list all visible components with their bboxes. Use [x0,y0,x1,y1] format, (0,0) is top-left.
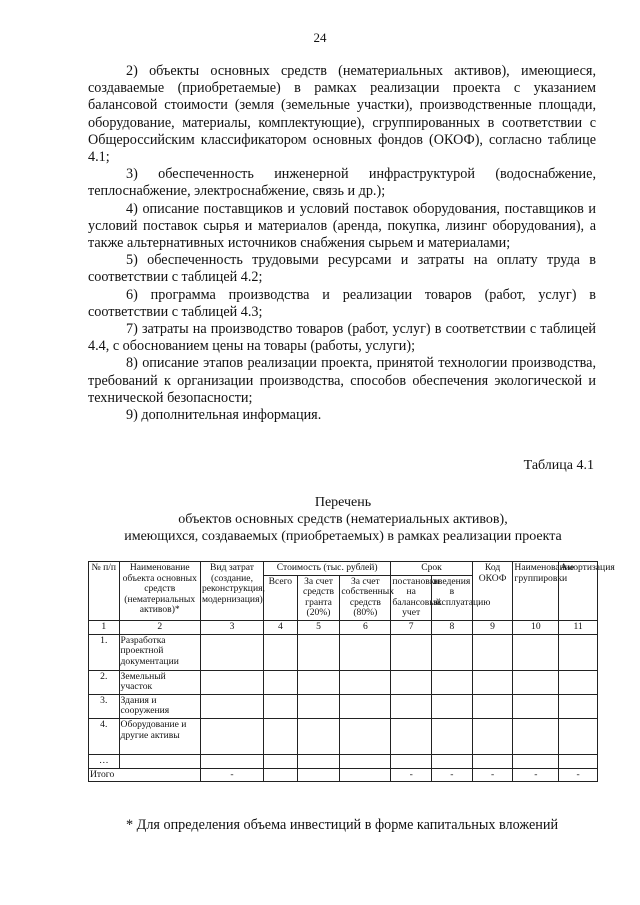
paragraph: 6) программа производства и реализации товаров (работ, услуг) в соответствии с таблицей 4.3; [88,286,596,320]
paragraph: 5) обеспеченность трудовыми ресурсами и затраты на оплату труда в соответствии с таблицей 4.2; [88,252,596,286]
total-cell: - [391,768,432,782]
col-number: 2 [119,620,200,634]
row-num: … [89,754,120,768]
col-number: 10 [513,620,559,634]
table-row [89,718,598,754]
column-number-row [89,620,598,634]
paragraph: 3) обеспеченность инженерной инфраструктурой (водоснабжение, теплоснабжение, электроснабжение, связь и др.); [88,166,596,200]
assets-table [88,561,615,782]
total-cell: - [432,768,473,782]
paragraph: 9) дополнительная информация. [126,407,322,424]
header-own: За счет собственных средств (80%) [340,575,391,620]
table-title [88,494,598,545]
paragraph: 8) описание этапов реализации проекта, принятой технологии производства, требований к организации производства, способов обеспечения экологической и технической безопасности; [88,355,596,406]
total-cell: - [513,768,559,782]
row-num: 4. [89,718,120,754]
col-number: 6 [340,620,391,634]
header-commission: введения в эксплуатацию [432,575,473,620]
table-row [89,694,598,718]
row-num: 2. [89,670,120,694]
header-name: Наименование объекта основных средств (нематериальных активов)* [119,562,200,621]
row-name: Оборудование и другие активы [119,718,200,754]
col-number: 11 [559,620,598,634]
paragraph: 4) описание поставщиков и условий поставок оборудования, поставщиков и условий поставок сырья и материалов (аренда, покупка, лизинг оборудования), а также альтернативных источников снабжения сырьем и материалами; [88,200,596,252]
header-row [89,562,598,576]
col-number: 5 [297,620,340,634]
table-row [89,754,598,768]
total-cell: - [559,768,598,782]
title-line: объектов основных средств (нематериальных активов), [178,512,508,527]
col-number: 8 [432,620,473,634]
row-num: 3. [89,694,120,718]
col-number: 7 [391,620,432,634]
col-number: 1 [89,620,120,634]
header-num: № п/п [89,562,120,621]
footnote: * Для определения объема инвестиций в форме капитальных вложений [126,817,559,833]
header-amort: Амортизация [559,562,598,621]
total-cell: - [472,768,513,782]
title-line: Перечень [314,495,372,510]
header-group: Наименование группировки [513,562,559,621]
row-name: Земельный участок [119,670,200,694]
page-number: 24 [313,30,327,45]
header-balance: постановки на балансовый учет [391,575,432,620]
header-cost-type: Вид затрат (создание, реконструкция, модернизация) [200,562,263,621]
paragraph: 2) объекты основных средств (нематериальных активов), имеющиеся, создаваемые (приобретаемые) в рамках реализации проекта с указанием балансовой стоимости (земля (земельные участки), производственные площади, оборудование, материалы, комплектующие), сгруппированных в соответствии с Общероссийским классификатором основных фондов (ОКОФ), согласно таблице 4.1; [88,63,596,166]
row-name: Разработка проектной документации [119,634,200,670]
table-label: Таблица 4.1 [523,458,594,473]
header-cost: Стоимость (тыс. рублей) [264,562,391,576]
row-name: Здания и сооружения [119,694,200,718]
header-total: Всего [264,575,298,620]
table-row [89,634,598,670]
total-label: Итого [89,768,201,782]
total-row [89,768,598,782]
header-term: Срок [391,562,472,576]
title-line: имеющихся, создаваемых (приобретаемых) в рамках реализации проекта [124,529,562,544]
col-number: 4 [264,620,298,634]
row-name [119,754,200,768]
header-okof: Код ОКОФ [472,562,513,621]
table-row [89,670,598,694]
col-number: 9 [472,620,513,634]
body-text [88,63,596,424]
paragraph: 7) затраты на производство товаров (работ, услуг) в соответствии с таблицей 4.4, с обоснованием цены на товары (работы, услуги); [88,321,596,355]
row-num: 1. [89,634,120,670]
col-number: 3 [200,620,263,634]
header-grant: За счет средств гранта (20%) [297,575,340,620]
total-cell: - [200,768,263,782]
